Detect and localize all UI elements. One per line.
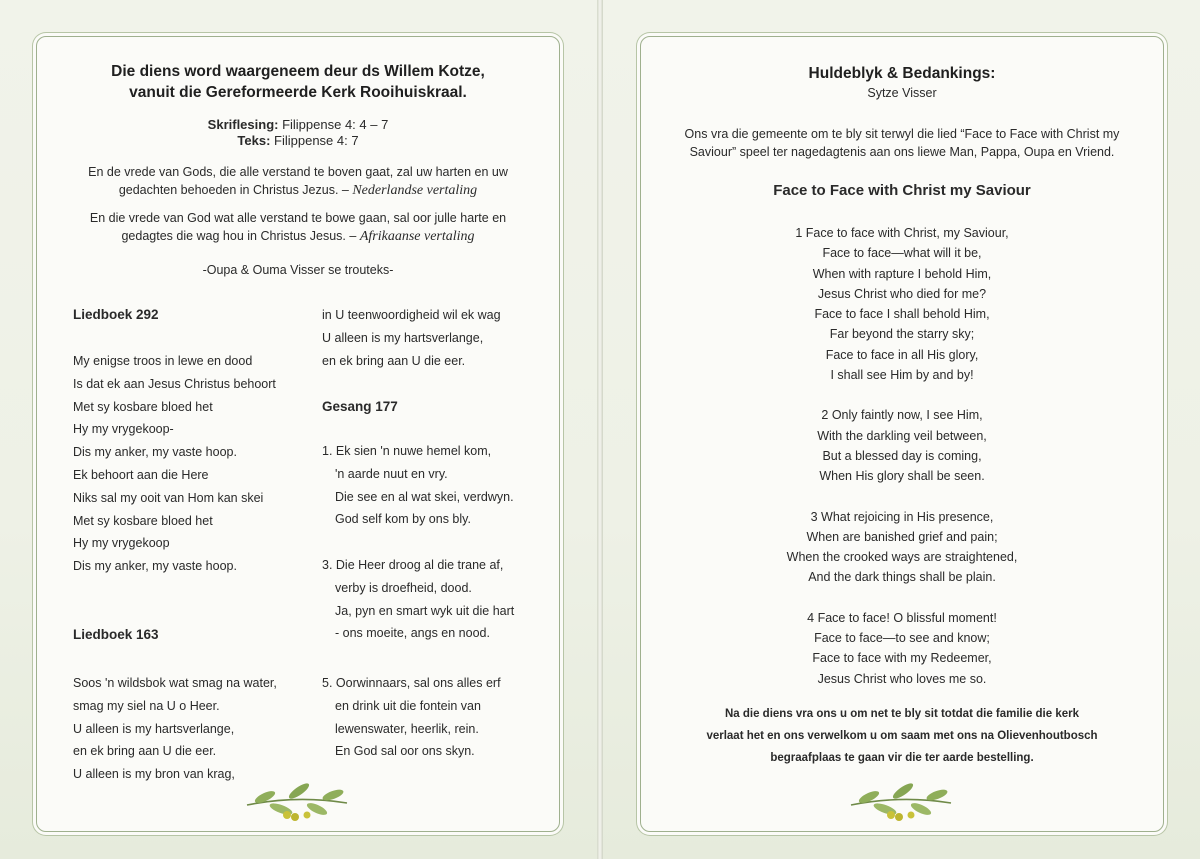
verse-dutch-line2 (37, 181, 559, 200)
lyric-line: 5. Oorwinnaars, sal ons alles erf (322, 676, 501, 690)
closing-line2: verlaat het en ons verwelkom u om saam met ons na Olievenhoutbosch (706, 730, 1098, 742)
closing-line1: Na die diens vra ons u om net te bly sit totdat die familie die kerk (724, 708, 1080, 720)
gesang-verse-1 (322, 440, 514, 531)
olive-branch-icon (237, 777, 357, 827)
lyric-line: En God sal oor ons skyn. (335, 744, 475, 759)
lyric-line: lewenswater, heerlik, rein. (335, 721, 479, 736)
skriflesing-value: Filippense 4: 4 – 7 (278, 117, 389, 132)
tribute-intro (641, 125, 1163, 161)
teks-label: Teks: (237, 133, 271, 148)
lyric-line: Dis my anker, my vaste hoop. (73, 445, 237, 460)
stanza-1 (641, 223, 1163, 385)
lyric-line: 3. Die Heer droog al die trane af, (322, 558, 504, 572)
lyric-line: When the crooked ways are straightened, (786, 550, 1018, 565)
verse-dutch-text: gedachten behoeden in Christus Jezus. – (118, 183, 349, 197)
lyric-line: U alleen is my hartsverlange, (322, 330, 484, 345)
lyric-line: Face to face I shall behold Him, (814, 307, 990, 322)
tribute-intro-line1: Ons vra die gemeente om te bly sit terwyl die lied “Face to Face with Christ my (684, 127, 1120, 141)
liedboek-292-heading: Liedboek 292 (73, 307, 159, 322)
lyric-line: en ek bring aan U die eer. (73, 744, 217, 759)
tribute-title: Huldeblyk & Bedankings: (808, 65, 996, 82)
teks-value: Filippense 4: 7 (270, 133, 359, 148)
lyric-line: 3 What rejoicing in His presence, (810, 509, 994, 524)
verse-dutch-source: Nederlandse vertaling (352, 183, 478, 198)
lyric-line: Niks sal my ooit van Hom kan skei (73, 490, 264, 505)
lyric-line: Die see en al wat skei, verdwyn. (335, 489, 514, 504)
service-title-line1: Die diens word waargeneem deur ds Willem Kotze, (111, 63, 485, 80)
gesang-177-heading: Gesang 177 (322, 399, 398, 414)
right-frame (640, 36, 1164, 832)
lyric-line: When with rapture I behold Him, (812, 266, 992, 281)
lyric-line: Ek behoort aan die Here (73, 467, 209, 482)
lyric-line: - ons moeite, angs en nood. (335, 626, 490, 641)
lyric-line: 'n aarde nuut en vry. (335, 466, 448, 481)
liedboek-163-heading: Liedboek 163 (73, 627, 159, 642)
gesang-verse-5 (322, 672, 501, 763)
lyric-line: With the darkling veil between, (817, 428, 987, 443)
tribute-header (641, 63, 1163, 102)
lyric-line: Face to face in all His glory, (825, 347, 979, 362)
lyric-line: in U teenwoordigheid wil ek wag (322, 308, 501, 322)
verse-afrikaans-source: Afrikaanse vertaling (359, 229, 475, 244)
verse-dutch-line1: En de vrede van Gods, die alle verstand te boven gaat, zal uw harten en uw (88, 165, 508, 179)
verse-afrikaans-line2 (37, 227, 559, 246)
liedboek-163-lyrics (73, 672, 277, 786)
lyric-line: And the dark things shall be plain. (808, 570, 996, 585)
skriflesing-line (37, 117, 559, 133)
lyric-line: Far beyond the starry sky; (829, 327, 975, 342)
olive-branch-icon (841, 777, 961, 827)
lyric-line: Face to face with my Redeemer, (812, 651, 992, 666)
skriflesing-label: Skriflesing: (207, 117, 279, 132)
liedboek-163-continued (322, 304, 501, 372)
lyric-line: 2 Only faintly now, I see Him, (821, 408, 983, 423)
tribute-subtitle: Sytze Visser (867, 86, 937, 100)
lyric-line: Face to face—what will it be, (822, 246, 982, 261)
stanza-4 (641, 608, 1163, 689)
lyric-line: Jesus Christ who died for me? (817, 286, 987, 301)
dedication-note: -Oupa & Ouma Visser se trouteks- (202, 263, 394, 277)
gesang-verse-3 (322, 554, 514, 645)
lyric-line: 1 Face to face with Christ, my Saviour, (795, 226, 1009, 240)
lyric-line: Hy my vrygekoop (73, 536, 170, 551)
lyric-line: I shall see Him by and by! (830, 368, 974, 383)
service-title (37, 61, 559, 103)
lyric-line: Met sy kosbare bloed het (73, 399, 213, 414)
lyric-line: smag my siel na U o Heer. (73, 698, 220, 713)
lyric-line: But a blessed day is coming, (822, 448, 982, 463)
lyric-line: Dis my anker, my vaste hoop. (73, 559, 237, 574)
stanza-3 (641, 507, 1163, 588)
lyric-line: When His glory shall be seen. (819, 469, 985, 484)
lyric-line: 4 Face to face! O blissful moment! (807, 610, 997, 625)
closing-line3: begraafplaas te gaan vir die ter aarde bestelling. (770, 752, 1034, 764)
lyric-line: 1. Ek sien 'n nuwe hemel kom, (322, 444, 492, 458)
lyric-line: Is dat ek aan Jesus Christus behoort (73, 376, 276, 391)
lyric-line: When are banished grief and pain; (806, 529, 998, 544)
lyric-line: U alleen is my bron van krag, (73, 767, 235, 782)
lyric-line: U alleen is my hartsverlange, (73, 721, 235, 736)
lyric-line: Jesus Christ who loves me so. (817, 671, 987, 686)
page-fold (597, 0, 603, 859)
song-title: Face to Face with Christ my Saviour (773, 182, 1031, 199)
closing-note (641, 703, 1163, 769)
lyric-line: Hy my vrygekoop- (73, 422, 174, 437)
stanza-2 (641, 405, 1163, 486)
lyric-line: en ek bring aan U die eer. (322, 353, 466, 368)
service-title-line2: vanuit die Gereformeerde Kerk Rooihuiskraal. (129, 84, 467, 101)
verse-afrikaans (37, 209, 559, 246)
verse-dutch (37, 163, 559, 200)
lyric-line: God self kom by ons bly. (335, 512, 471, 527)
lyric-line: en drink uit die fontein van (335, 698, 481, 713)
lyric-line: Ja, pyn en smart wyk uit die hart (335, 603, 515, 618)
lyric-line: Face to face—to see and know; (814, 631, 990, 646)
song-lyrics (641, 223, 1163, 709)
verse-afrikaans-line1: En die vrede van God wat alle verstand te bowe gaan, sal oor julle harte en (89, 211, 507, 225)
scripture-refs (37, 117, 559, 149)
lyric-line: verby is droefheid, dood. (335, 580, 472, 595)
tribute-intro-line2: Saviour” speel ter nagedagtenis aan ons liewe Man, Pappa, Oupa en Vriend. (689, 145, 1115, 159)
left-frame (36, 36, 560, 832)
lyric-line: Met sy kosbare bloed het (73, 513, 213, 528)
liedboek-292-lyrics (73, 350, 276, 578)
lyric-line: My enigse troos in lewe en dood (73, 354, 253, 368)
teks-line (37, 133, 559, 149)
verse-afrikaans-text: gedagtes die wag hou in Christus Jesus. – (121, 229, 357, 243)
lyric-line: Soos 'n wildsbok wat smag na water, (73, 676, 277, 690)
